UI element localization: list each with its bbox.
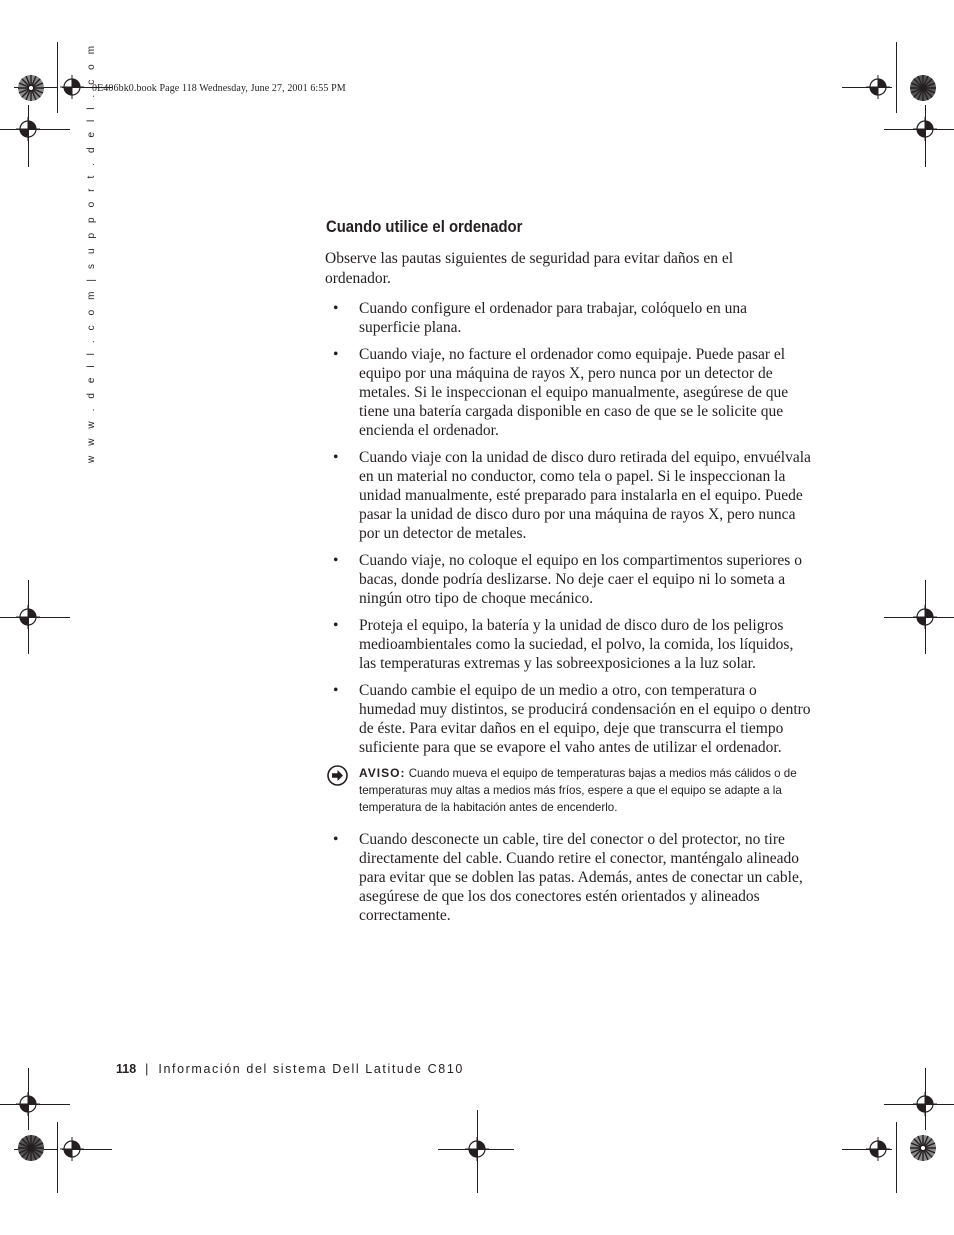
crop-mark bbox=[57, 42, 58, 113]
crop-mark bbox=[896, 42, 897, 113]
section-heading: Cuando utilice el ordenador bbox=[326, 218, 523, 236]
list-item-text: Cuando viaje con la unidad de disco duro retirada del equipo, envuélvala en un material no conductor, como tela o papel. Si le inspeccionan la unidad manualmente, esté preparado para instalarla en el equipo. Puede pasar la unidad de disco duro por una máquina de rayos X, pero nunca por un detector de metales. bbox=[359, 449, 811, 542]
registration-target-icon bbox=[465, 1137, 489, 1161]
registration-target-icon bbox=[16, 605, 40, 629]
list-item-text: Proteja el equipo, la batería y la unidad de disco duro de los peligros medioambientales como la suciedad, el polvo, la comida, los líquidos, las temperaturas extremas y las sobreexposiciones a la luz solar. bbox=[359, 617, 794, 672]
star-target-icon bbox=[909, 1134, 937, 1162]
list-item bbox=[325, 616, 815, 673]
notice-text-block bbox=[359, 765, 815, 816]
registration-target-icon bbox=[913, 605, 937, 629]
star-target-icon bbox=[17, 74, 45, 102]
page-footer bbox=[116, 1062, 464, 1076]
list-item-text: Cuando desconecte un cable, tire del conector o del protector, no tire directamente del cable. Cuando retire el conector, manténgalo alineado para evitar que se doblen las patas. Además, antes de conectar un cable, asegúrese de que los dos conectores estén orientados y alineados correctamente. bbox=[359, 831, 803, 924]
crop-mark bbox=[896, 1122, 897, 1193]
notice-arrow-icon bbox=[327, 765, 348, 786]
bullet-icon: • bbox=[333, 617, 339, 634]
list-item bbox=[325, 681, 815, 757]
bullet-icon: • bbox=[333, 449, 339, 466]
list-item bbox=[325, 299, 815, 337]
registration-target-icon bbox=[913, 117, 937, 141]
registration-target-icon bbox=[866, 1137, 890, 1161]
notice-box bbox=[325, 765, 815, 816]
page-number: 118 bbox=[116, 1062, 137, 1076]
list-item-text: Cuando configure el ordenador para trabajar, colóquelo en una superficie plana. bbox=[359, 300, 748, 336]
bullet-icon: • bbox=[333, 552, 339, 569]
list-item bbox=[325, 551, 815, 608]
safety-list bbox=[325, 299, 815, 933]
registration-target-icon bbox=[913, 1092, 937, 1116]
star-target-icon bbox=[17, 1134, 45, 1162]
bullet-icon: • bbox=[333, 300, 339, 317]
registration-target-icon bbox=[16, 117, 40, 141]
bullet-icon: • bbox=[333, 682, 339, 699]
registration-target-icon bbox=[60, 75, 84, 99]
list-item bbox=[325, 448, 815, 543]
bullet-icon: • bbox=[333, 346, 339, 363]
registration-target-icon bbox=[866, 75, 890, 99]
notice-label: AVISO: bbox=[359, 766, 406, 780]
intro-paragraph: Observe las pautas siguientes de seguridad para evitar daños en el ordenador. bbox=[325, 250, 734, 287]
footer-separator: | bbox=[145, 1062, 149, 1076]
crop-mark bbox=[57, 1122, 58, 1193]
registration-target-icon bbox=[60, 1137, 84, 1161]
star-target-icon bbox=[909, 74, 937, 102]
bullet-icon: • bbox=[333, 831, 339, 848]
list-item-text: Cuando viaje, no coloque el equipo en los compartimentos superiores o bacas, donde podría deslizarse. No deje caer el equipo ni lo someta a ningún otro tipo de choque mecánico. bbox=[359, 552, 802, 607]
list-item bbox=[325, 345, 815, 440]
list-item bbox=[325, 830, 815, 925]
list-item-text: Cuando viaje, no facture el ordenador como equipaje. Puede pasar el equipo por una máquina de rayos X, pero nunca por un detector de metales. Si le inspeccionan el equipo manualmente, asegúrese de que tiene una batería cargada disponible en caso de que se le solicite que encienda el ordenador. bbox=[359, 346, 789, 439]
footer-title: Información del sistema Dell Latitude C810 bbox=[158, 1062, 464, 1076]
side-url-text: w w w . d e l l . c o m | s u p p o r t . d e l l . c o m bbox=[86, 42, 97, 463]
list-item-text: Cuando cambie el equipo de un medio a otro, con temperatura o humedad muy distintos, se producirá condensación en el equipo o dentro de éste. Para evitar daños en el equipo, deje que transcurra el tiempo suficiente para que se evapore el vaho antes de utilizar el ordenador. bbox=[359, 682, 811, 756]
print-slug-line: 0E406bk0.book Page 118 Wednesday, June 27, 2001 6:55 PM bbox=[92, 83, 346, 94]
registration-target-icon bbox=[16, 1092, 40, 1116]
notice-text: Cuando mueva el equipo de temperaturas bajas a medios más cálidos o de temperaturas muy altas a medios más fríos, espere a que el equipo se adapte a la temperatura de la habitación antes de encenderlo. bbox=[359, 767, 797, 814]
